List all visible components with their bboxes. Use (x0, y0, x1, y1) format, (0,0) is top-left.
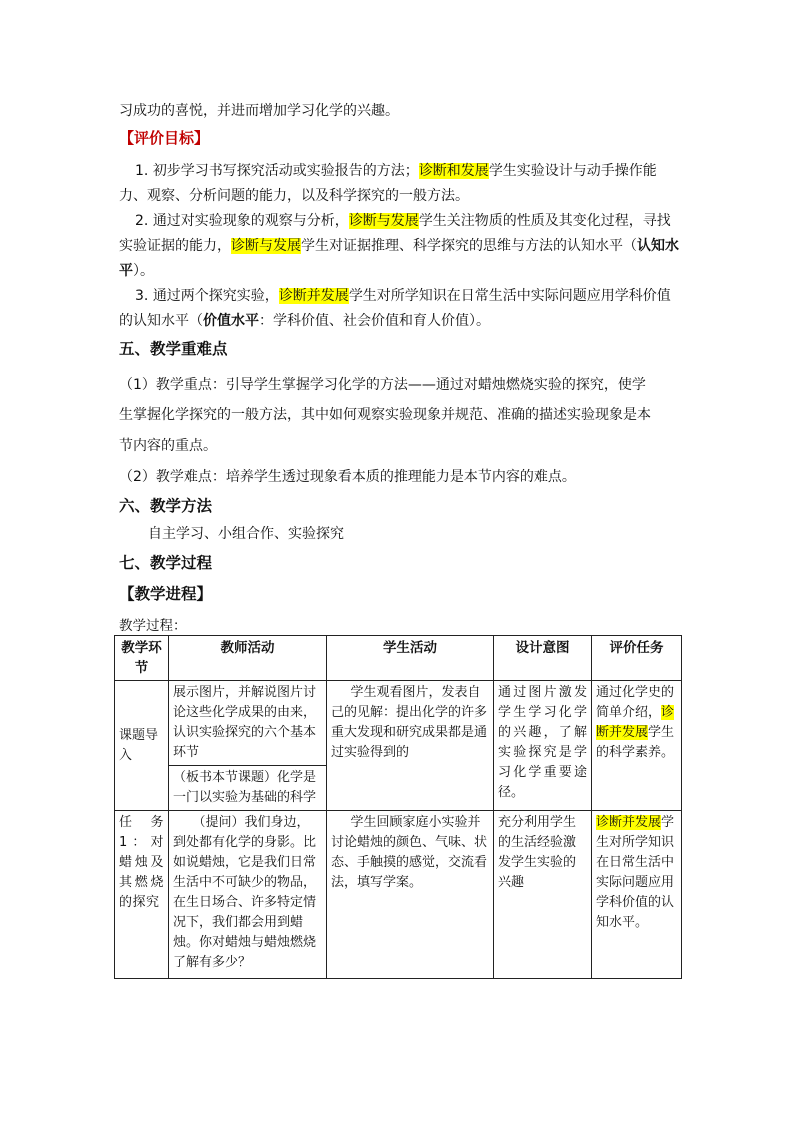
teaching-process-table (114, 635, 682, 979)
table-row (115, 811, 682, 979)
row2-eval-post: 学生对所学知识在日常生活中实际问题应用学科价值的认知水平。 (596, 815, 675, 930)
header-student-activity: 学生活动 (327, 636, 494, 681)
eval-goal-2-line-1 (135, 211, 671, 231)
section-5-para-1-line-1: （1）教学重点：引导学生掌握学习化学的方法——通过对蜡烛燃烧实验的探究，使学 (119, 377, 646, 393)
row1-teacher-a: 展示图片，并解说图片讨论这些化学成果的由来，认识实验探究的六个基本环节 (169, 681, 327, 766)
eval-goal-3-line-2 (119, 311, 490, 331)
row1-eval-post: 学生的科学素养。 (596, 725, 675, 760)
row2-teacher: （提问）我们身边，到处都有化学的身影。比如说蜡烛，它是我们日常生活中不可缺少的物品，在生日场合、许多特定情况下，我们都会用到蜡烛。你对蜡烛与蜡烛燃烧了解有多少？ (169, 811, 327, 979)
header-teacher-activity: 教师活动 (169, 636, 327, 681)
section-5-para-1-line-3: 节内容的重点。 (119, 438, 217, 454)
row1-design: 通过图片激发学生学习化学的兴趣，了解实验探究是学习化学重要途径。 (494, 681, 592, 811)
section-5-para-2: （2）教学难点：培养学生透过现象看本质的推理能力是本节内容的难点。 (119, 469, 576, 485)
section-6-heading: 六、教学方法 (119, 497, 213, 515)
eval-goal-3-number: 3. (135, 288, 149, 304)
eval-goal-3-line2-post: ：学科价值、社会价值和育人价值）。 (259, 313, 490, 329)
eval-goal-2-post: 学生关注物质的性质及其变化过程，寻找 (418, 213, 671, 229)
eval-goal-2-highlight: 诊断与发展 (348, 213, 419, 229)
eval-goals-heading: 【评价目标】 (119, 129, 210, 147)
header-design-intent: 设计意图 (494, 636, 592, 681)
row1-teacher-b: （板书本节课题）化学是一门以实验为基础的科学 (169, 766, 327, 811)
eval-goal-2-line2-highlight: 诊断与发展 (231, 238, 301, 254)
row1-student: 学生观看图片，发表自己的见解：提出化学的许多重大发现和研究成果都是通过实验得到的 (327, 681, 494, 811)
row2-eval (592, 811, 682, 979)
row1-eval-pre: 通过化学史的简单介绍， (596, 685, 675, 720)
header-stage: 教学环节 (115, 636, 169, 681)
intro-tail-text: 习成功的喜悦，并进而增加学习化学的兴趣。 (119, 103, 399, 119)
section-6-text: 自主学习、小组合作、实验探究 (148, 526, 344, 542)
eval-goal-3-line-1 (135, 286, 671, 306)
eval-goal-2-line2-pre: 实验证据的能力， (119, 238, 231, 254)
eval-goal-3-line2-pre: 的认知水平（ (119, 313, 203, 329)
eval-goal-1-line-1 (135, 161, 657, 181)
eval-goal-2-line2-post: 学生对证据推理、科学探究的思维与方法的认知水平（ (301, 238, 637, 254)
row2-eval-highlight: 诊断并发展 (596, 815, 662, 830)
row1-eval-highlight: 诊断并发展 (596, 705, 675, 740)
eval-goal-1-highlight: 诊断和发展 (418, 163, 489, 179)
row2-stage: 任务1：对蜡烛及其燃烧的探究 (115, 811, 169, 979)
eval-goal-1-number: 1. (135, 163, 149, 179)
table-row (115, 681, 682, 766)
header-eval-task: 评价任务 (592, 636, 682, 681)
eval-goal-1-pre: 初步学习书写探究活动或实验报告的方法； (152, 163, 419, 179)
section-5-heading: 五、教学重难点 (119, 340, 228, 358)
row2-student: 学生回顾家庭小实验并讨论蜡烛的颜色、气味、状态、手触摸的感觉，交流看法，填写学案。 (327, 811, 494, 979)
eval-goal-2-line-3 (119, 261, 154, 281)
eval-goal-3-line2-bold: 价值水平 (203, 313, 259, 329)
table-caption: 教学过程： (119, 618, 187, 634)
eval-goal-3-highlight: 诊断并发展 (278, 288, 349, 304)
eval-goal-2-number: 2. (135, 213, 149, 229)
eval-goal-2-pre: 通过对实验现象的观察与分析， (152, 213, 349, 229)
table-header-row (115, 636, 682, 681)
eval-goal-1-post: 学生实验设计与动手操作能 (488, 163, 657, 179)
eval-goal-3-post: 学生对所学知识在日常生活中实际问题应用学科价值 (348, 288, 671, 304)
eval-goal-2-line3-bold: 平 (119, 263, 133, 279)
eval-goal-2-line-2 (119, 236, 679, 256)
eval-goal-2-line3-post: ）。 (133, 263, 154, 279)
eval-goal-3-pre: 通过两个探究实验， (152, 288, 279, 304)
section-5-para-1-line-2: 生掌握化学探究的一般方法，其中如何观察实验现象并规范、准确的描述实验现象是本 (119, 407, 651, 423)
row1-stage: 课题导入 (115, 681, 169, 811)
row2-design: 充分利用学生的生活经验激发学生实验的兴趣 (494, 811, 592, 979)
eval-goal-2-line2-bold: 认知水 (637, 238, 679, 254)
section-7-heading: 七、教学过程 (119, 554, 213, 572)
teaching-progress-heading: 【教学进程】 (119, 585, 213, 603)
eval-goal-1-line-2: 力、观察、分析问题的能力，以及科学探究的一般方法。 (119, 188, 469, 204)
row1-eval (592, 681, 682, 811)
